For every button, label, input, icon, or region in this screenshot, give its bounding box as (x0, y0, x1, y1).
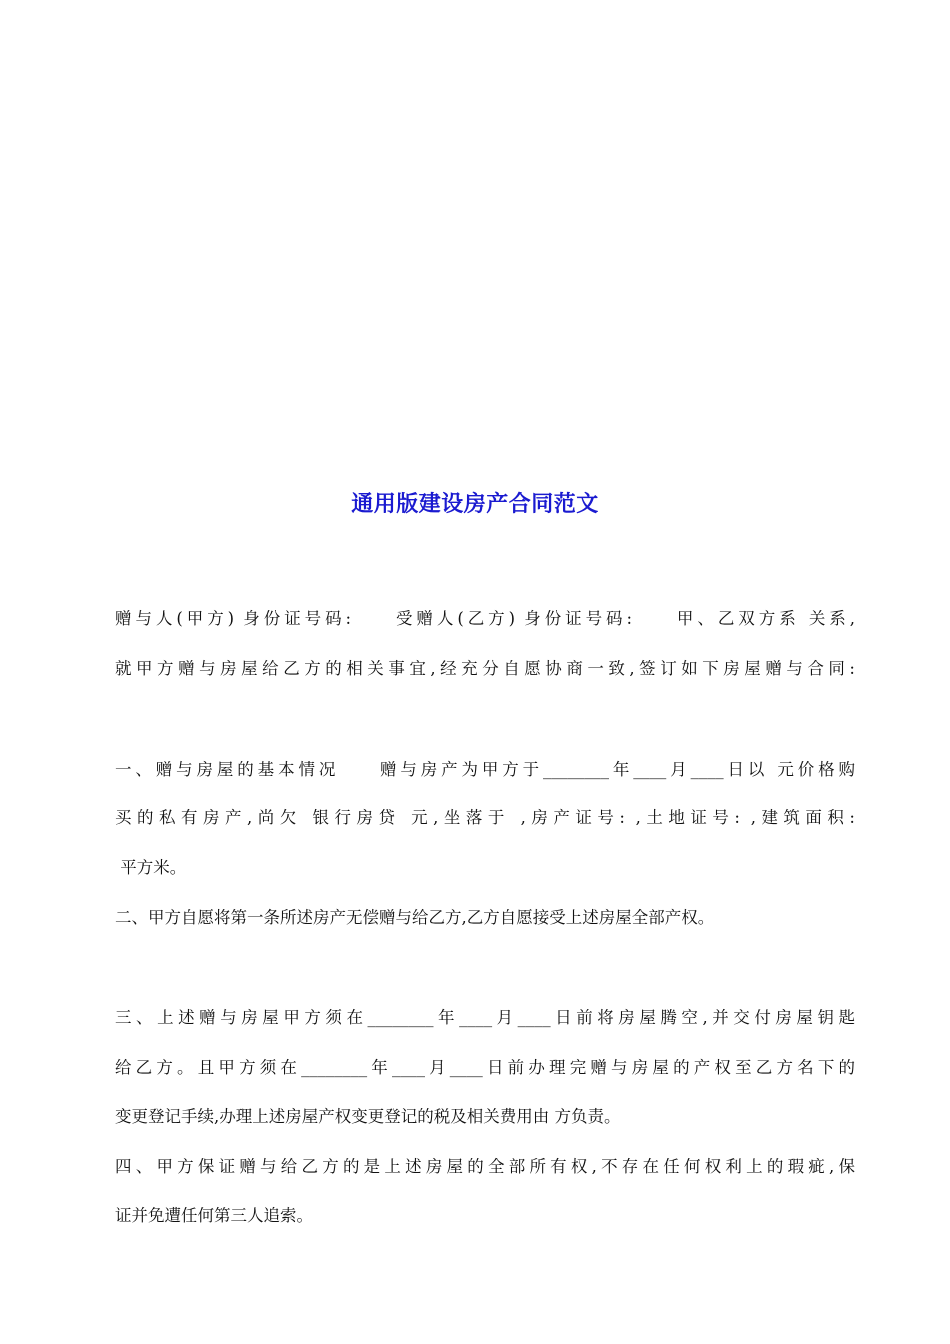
paragraph-line-5: 平方米。 (115, 858, 187, 877)
paragraph-line-7: 三、上述赠与房屋甲方须在________年____月____日前将房屋腾空,并交付房屋钥匙 (115, 1008, 855, 1027)
paragraph-line-10: 四、甲方保证赠与给乙方的是上述房屋的全部所有权,不存在任何权利上的瑕疵,保 (115, 1157, 855, 1176)
paragraph-line-1: 赠与人(甲方) 身份证号码: 受赠人(乙方) 身份证号码: 甲、乙双方系 关系, (115, 609, 855, 628)
paragraph-line-8: 给乙方。且甲方须在________年____月____日前办理完赠与房屋的产权至乙方名下的 (115, 1058, 855, 1077)
paragraph-line-4: 买的私有房产,尚欠 银行房贷 元,坐落于 ,房产证号: ,土地证号: ,建筑面积: (115, 808, 855, 827)
paragraph-line-6: 二、甲方自愿将第一条所述房产无偿赠与给乙方,乙方自愿接受上述房屋全部产权。 (115, 908, 715, 927)
paragraph-line-9: 变更登记手续,办理上述房屋产权变更登记的税及相关费用由 方负责。 (115, 1107, 621, 1126)
paragraph-line-3: 一、赠与房屋的基本情况 赠与房产为甲方于________年____月____日以 元价格购 (115, 760, 855, 779)
paragraph-line-2: 就甲方赠与房屋给乙方的相关事宜,经充分自愿协商一致,签订如下房屋赠与合同: (115, 659, 855, 678)
paragraph-line-11: 证并免遭任何第三人追索。 (115, 1206, 313, 1225)
document-title: 通用版建设房产合同范文 (351, 491, 599, 517)
